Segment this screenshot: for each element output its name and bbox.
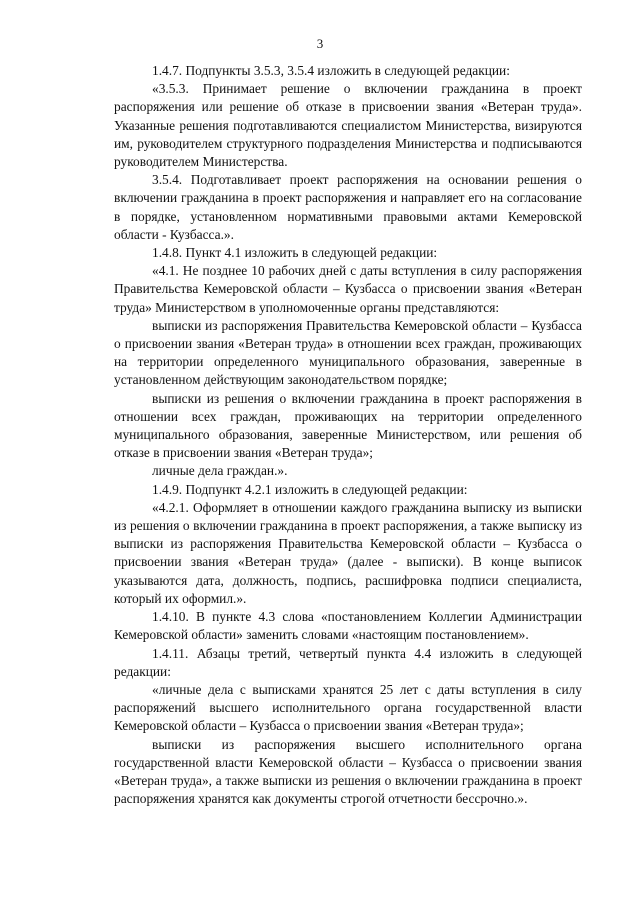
paragraph-storage-extracts: выписки из распоряжения высшего исполнительного органа государственной власти Кемеровской области – Кузбасса о присвоении звания «Ветеран труда», а также выписки из решения о включении гражданина в проект распоряжения хранятся как документы строгой отчетности бессрочно.». — [114, 736, 582, 807]
paragraph-1-4-10: 1.4.10. В пункте 4.3 слова «постановлением Коллегии Администрации Кемеровской области» заменить словами «настоящим постановлением». — [114, 609, 582, 643]
paragraph-1-4-11: 1.4.11. Абзацы третий, четвертый пункта 4.4 изложить в следующей редакции: — [114, 645, 582, 679]
page-number: 3 — [316, 36, 324, 51]
paragraph-personal-files: личные дела граждан.». — [152, 463, 288, 479]
paragraph-extracts-order: выписки из распоряжения Правительства Кемеровской области – Кузбасса о присвоении звания «Ветеран труда» в отношении всех граждан, проживающих на территории определенного муниципального образования, заверенные в установленном действующим законодательством порядке; — [114, 317, 582, 388]
paragraph-1-4-8: 1.4.8. Пункт 4.1 изложить в следующей редакции: — [152, 245, 438, 261]
document-body — [114, 62, 582, 808]
paragraph-3-5-4: 3.5.4. Подготавливает проект распоряжения на основании решения о включении гражданина в проект распоряжения и направляет его на согласование в порядке, установленном нормативными правовыми актами Кемеровской области - Кузбасса.». — [114, 172, 582, 242]
paragraph-4-1: «4.1. Не позднее 10 рабочих дней с даты вступления в силу распоряжения Правительства Кемеровской области – Кузбасса о присвоении звания «Ветеран труда» Министерством в уполномоченные органы представляются: — [114, 263, 582, 315]
paragraph-1-4-9: 1.4.9. Подпункт 4.2.1 изложить в следующей редакции: — [152, 481, 468, 497]
paragraph-3-5-3: «3.5.3. Принимает решение о включении гражданина в проект распоряжения или решение об отказе в присвоении звания «Ветеран труда». Указанные решения подготавливаются специалистом Министерства, визируются им, руководителем структурного подразделения Министерства и подписываются руководителем Министерства. — [114, 81, 582, 170]
paragraph-extracts-decision: выписки из решения о включении гражданина в проект распоряжения в отношении всех граждан, проживающих на территории определенного муниципального образования, заверенные Министерством, или решения об отказе в присвоении звания «Ветеран труда»; — [114, 390, 582, 461]
paragraph-storage-files: «личные дела с выписками хранятся 25 лет с даты вступления в силу распоряжений высшего исполнительного органа государственной власти Кемеровской области – Кузбасса о присвоении звания «Ветеран труда»; — [114, 681, 582, 734]
paragraph-1-4-7: 1.4.7. Подпункты 3.5.3, 3.5.4 изложить в следующей редакции: — [152, 63, 510, 78]
paragraph-4-2-1: «4.2.1. Оформляет в отношении каждого гражданина выписку из выписки из решения о включении гражданина в проект распоряжения, а также выписку из выписки из распоряжения Правительства Кемеровской области – Кузбасса о присвоении звания «Ветеран труда» (далее - выписки). В конце выписок указываются дата, должность, подпись, расшифровка подписи специалиста, который их оформил.». — [114, 499, 582, 606]
